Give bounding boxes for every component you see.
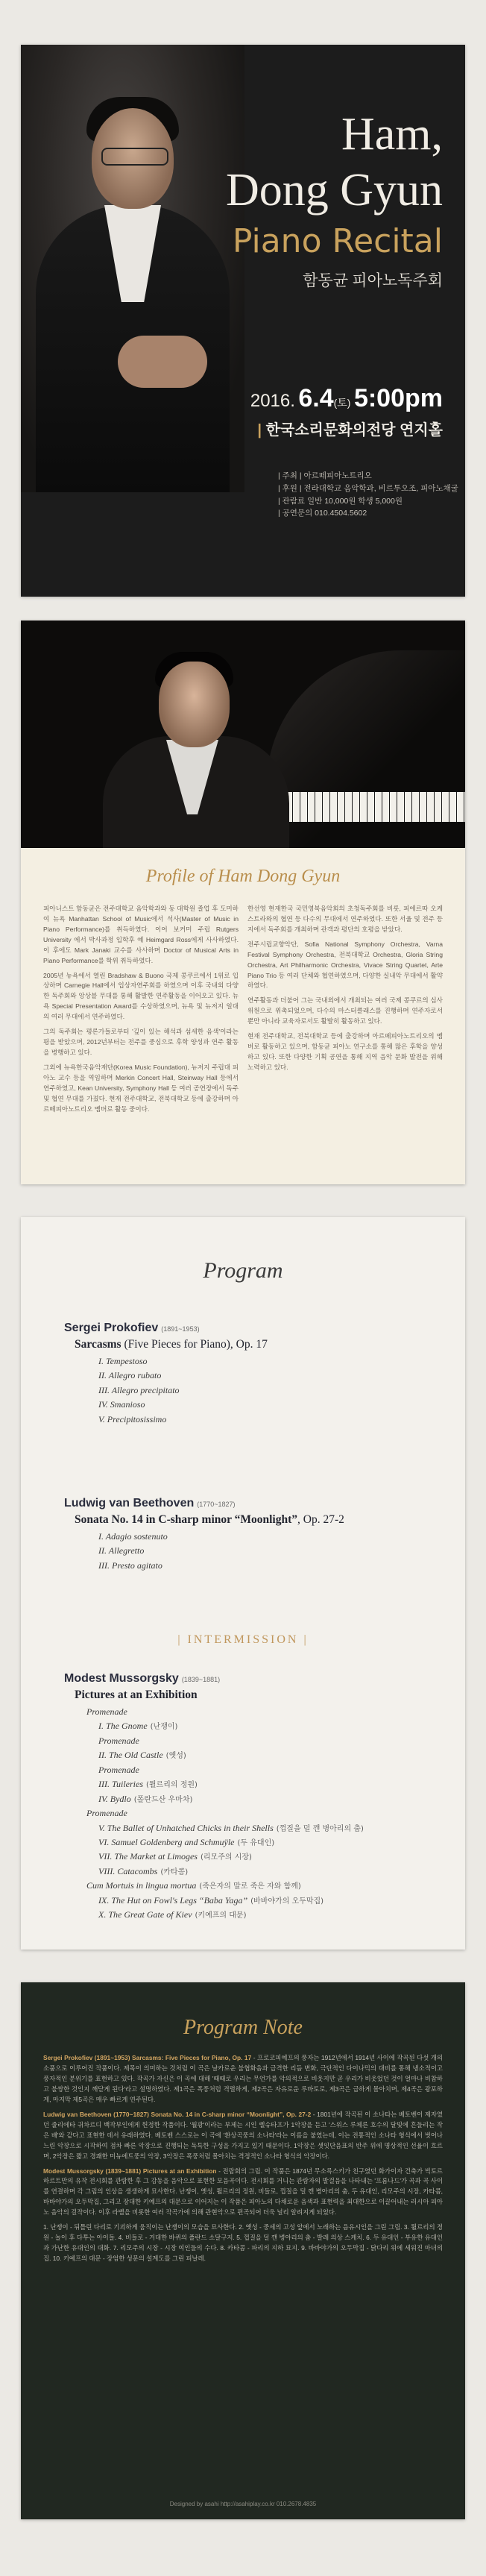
work-title: Sonata No. 14 in C-sharp minor “Moonlight”, Op. 27-2 [75, 1513, 344, 1526]
profile-paragraph: 연주활동과 더불어 그는 국내외에서 개최되는 여러 국제 콩쿠르의 심사위원으로 위촉되었으며, 다수의 마스터클래스를 진행하며 연주자로서 뿐만 아니라 교육자로서도 활발히 활동하고 있다. [247, 996, 443, 1025]
profile-left-column [43, 904, 239, 1119]
movement-item: IV. Bydlo (폴란드산 우마차) [98, 1793, 193, 1804]
composer-name: Modest Mussorgsky (1839~1881) [64, 1672, 221, 1685]
program-title: Program [203, 1258, 283, 1283]
profile-right-column [247, 904, 443, 1078]
profile-paragraph: 피아니스트 함동균은 전주대학교 음악학과와 동 대학원 졸업 후 도미하여 뉴욕 Manhattan School of Music에서 석사(Master of Music in Piano Performance)를 취득하였다. 이어 보커미 주립 Rutgers University 에서 박사과정 입학후 예 Heimgard Ross에게 사사하였다. 이 후에도 Mark Janaki 교수를 사사하며 Doctor of Musical Arts in Piano Performance를 학위 취득하였다. [43, 905, 239, 964]
venue [257, 418, 443, 439]
program-note-title: Program Note [183, 2016, 303, 2039]
movement-item: II. Allegro rubato [98, 1370, 162, 1381]
work-title: Pictures at an Exhibition [75, 1688, 198, 1701]
movement-item: X. The Great Gate of Kiev (키예프의 대문) [98, 1909, 247, 1920]
note-paragraph: Modest Mussorgsky (1839~1881) Pictures at an Exhibition - 전람회의 그림. 이 작품은 1874년 무소륵스키가 친구였던 화가이자 건축가 빅토르 하르트만의 유작 전시회를 관람한 후 그 감동을 음악으로 표현한 모음곡이다. 전시회를 거니는 관람자의 발걸음을 나타내는 '프롬나드'가 곡과 곡 사이를 연결하며 각 그림의 인상을 생생하게 묘사한다. 난쟁이, 옛성, 튈르리의 정원, 비들로, 껍질을 덜 깬 병아리의 춤, 두 유대인, 리모주의 시장, 카타콤, 바바야가의 오두막집, 그리고 장대한 키예프의 대문으로 이어지는 이 작품은 피아노의 다채로운 음색과 표현력을 최대한으로 이끌어내는 러시아 피아노 음악의 걸작이다. 이후 라벨을 비롯한 여러 작곡가에 의해 관현악으로 편곡되어 더욱 널리 알려지게 되었다. [43, 2167, 444, 2217]
movement-item: III. Tuileries (튈르리의 정원) [98, 1779, 198, 1790]
note-paragraph: 1. 난쟁이 - 뒤틀린 다리로 기괴하게 움직이는 난쟁이의 모습을 묘사한다. 2. 옛성 - 중세의 고성 앞에서 노래하는 음유시인을 그린 그림. 3. 튈르리의 정원 - 놀이 후 다투는 아이들. 4. 비들로 - 거대한 바퀴의 폴란드 소달구지. 5. 껍질을 덜 깬 병아리의 춤 - 발레 의상 스케치. 6. 두 유대인 - 부유한 유대인과 가난한 유대인의 대화. 7. 리모주의 시장 - 시장 여인들의 수다. 8. 카타콤 - 파리의 지하 묘지. 9. 바바야가의 오두막집 - 닭다리 위에 세워진 마녀의 집. 10. 키예프의 대문 - 장엄한 성문의 설계도를 그린 피날레. [43, 2223, 443, 2263]
composer-name: Ludwig van Beethoven (1770~1827) [64, 1497, 236, 1510]
program-work-2 [64, 1497, 437, 1573]
profile-paragraph: 현재 전주대학교, 전북대학교 등에 출강하며 아르떼피아노트리오의 멤버로 활동하고 있으며, 함동균 피아노 연구소를 통해 많은 후학을 양성하고 있다. 또한 다양한 기획 공연을 통해 지역 음악 문화 발전을 위해 노력하고 있다. [247, 1032, 443, 1071]
movement-item: V. The Ballet of Unhatched Chicks in their Shells (껍질을 덜 깬 병아리의 춤) [98, 1822, 364, 1833]
movement-item: III. Presto agitato [98, 1559, 162, 1571]
concert-info [278, 470, 458, 520]
movement-item: VIII. Catacombs (카타콤) [98, 1865, 189, 1876]
composer-name: Sergei Prokofiev (1891~1953) [64, 1322, 200, 1334]
date-year: 2016. [250, 391, 295, 411]
concert-date [250, 384, 443, 413]
title-line-2: Dong Gyun [225, 165, 443, 216]
info-line: | 관람료 일반 10,000원 학생 5,000원 [278, 496, 403, 506]
movement-item: IV. Smanioso [98, 1399, 145, 1410]
composer-years: (1839~1881) [181, 1676, 221, 1683]
profile-paragraph: 그의 독주회는 평론가들로부터 '깊이 있는 해석과 섬세한 음색'이라는 평을 받았으며, 2012년부터는 전주를 중심으로 후학 양성과 연주 활동을 병행하고 있다. [43, 1028, 239, 1056]
date-day: 6.4 [298, 384, 334, 412]
work-title: Sarcasms (Five Pieces for Piano), Op. 17 [75, 1338, 268, 1351]
poster [21, 45, 465, 597]
venue-mark: | [257, 422, 262, 439]
composer-years: (1770~1827) [197, 1501, 236, 1508]
pianist-portrait [21, 45, 244, 492]
program-work-1 [64, 1322, 437, 1427]
movement-item: IX. The Hut on Fowl's Legs “Baba Yaga” (바바야가의 오두막집) [98, 1894, 324, 1906]
profile-paragraph: 한선영 현재한국 국민영북음악회의 초청독주회를 비롯, 피에르따 오케스트라와의 협연 등 다수의 무대에서 연주하였다. 또한 서울 및 전주 등지에서 독주회를 개최하며 관객과 평단의 호평을 받았다. [247, 905, 443, 933]
movement-item: II. The Old Castle (옛성) [98, 1750, 186, 1761]
designer-credit: Designed by asahi http://asahiplay.co.kr 010.2678.4835 [169, 2501, 317, 2507]
intermission-label: | INTERMISSION | [177, 1633, 309, 1646]
movement-list [98, 1530, 437, 1573]
program-work-3 [64, 1672, 437, 1923]
movement-item: III. Allegro precipitato [98, 1384, 180, 1395]
date-weekday: (토) [333, 397, 351, 409]
movement-item: I. Tempestoso [98, 1356, 148, 1366]
note-paragraph: Ludwig van Beethoven (1770~1827) Sonata No. 14 in C-sharp minor “Moonlight”, Op. 27-2 - 1801년에 작곡된 이 소나타는 베토벤이 제자였던 줄리에타 귀차르디 백작부인에게 헌정한 작품이다. '월광'이라는 부제는 시인 렐슈타프가 1악장을 듣고 '스위스 루체른 호수의 달빛에 흔들리는 작은 배'와 같다고 표현한 데서 유래하였다. 베토벤 스스로는 이 곡에 '환상곡풍의 소나타'라는 이름을 붙였는데, 이는 전통적인 소나타 형식에서 벗어나 느린 악장으로 시작하여 점차 빠른 악장으로 진행되는 독특한 구성을 가지고 있기 때문이다. 1악장은 셋잇단음표의 반주 위에 명상적인 선율이 흐르며, 2악장은 짧고 경쾌한 미뉴에트풍의 악장, 3악장은 폭풍처럼 몰아치는 격정적인 소나타 형식의 악장이다. [43, 2110, 443, 2160]
title-line-3: Piano Recital [232, 222, 443, 260]
movement-list [86, 1705, 437, 1923]
profile-title: Profile of Ham Dong Gyun [145, 867, 341, 886]
movement-item: Cum Mortuis in lingua mortua (죽은자의 말로 죽은 자와 함께) [86, 1880, 301, 1891]
movement-item: Promenade [86, 1706, 127, 1717]
composer-years: (1891~1953) [161, 1325, 200, 1333]
program-note-page [21, 1982, 465, 2519]
program-note-body [43, 2053, 443, 2269]
movement-item: I. Adagio sostenuto [98, 1531, 168, 1542]
movement-item: Promenade [86, 1808, 127, 1819]
pianist-at-piano-photo [21, 621, 465, 848]
program-page [21, 1217, 465, 1950]
info-line: | 후원 | 전라대학교 음악학과, 비르투오조, 피아노채굴 [278, 483, 458, 493]
title-korean: 함동균 피아노독주회 [303, 271, 443, 289]
profile-paragraph: 그외에 뉴욕한국음악재단(Korea Music Foundation), 뉴저지 주립대 피아노 교수 등을 역임하며 Merkin Concert Hall, Steinway Hall 등에서 연주하였고, Kean University, Symphony Hall 등 여러 공연장에서 독주 및 협연 무대를 가졌다. 현재 전주대학교, 전북대학교 등에 출강하며 아르떼피아노트리오 멤버로 활동 중이다. [43, 1063, 239, 1113]
movement-item: II. Allegretto [98, 1545, 145, 1556]
movement-list [98, 1354, 437, 1427]
movement-item: Promenade [98, 1764, 139, 1775]
movement-item: I. The Gnome (난쟁이) [98, 1721, 178, 1732]
profile-page [21, 621, 465, 1184]
note-paragraph: Sergei Prokofiev (1891~1953) Sarcasms: Five Pieces for Piano, Op. 17 - 프로코피예프의 풍자는 1912년에서 1914년 사이에 작곡된 다섯 개의 소품으로 이루어진 작품이다. 제목이 의미하는 것처럼 이 곡은 날카로운 불협화음과 급격한 리듬 변화, 극단적인 다이나믹의 대비를 통해 냉소적이고 풍자적인 분위기를 표현하고 있다. 작곡가 자신은 이 곡에 대해 '때때로 우리는 무언가를 악의적으로 비웃지만 곧 우리가 비웃었던 것이 얼마나 비참하고 불쌍한 것인지 깨닫게 된다'라고 설명하였다. 제1곡은 폭풍처럼 격렬하게, 제2곡은 자유로운 루바토로, 제3곡은 급하게 몰아치며, 제4곡은 광포하게, 마지막 제5곡은 매우 빠르게 연주된다. [43, 2054, 443, 2103]
movement-item: VII. The Market at Limoges (리모주의 시장) [98, 1851, 252, 1862]
profile-paragraph: 2005년 뉴욕에서 열린 Bradshaw & Buono 국제 콩쿠르에서 1위로 입상하며 Carnegie Hall에서 입상자연주회를 하였으며 이후 국내외 다양한 독주회와 앙상블 무대를 통해 활발한 연주활동을 이어오고 있다. 뉴욕 Special Presentation Award를 수상하였으며, 뉴욕 및 뉴저지 일대의 여러 무대에서 연주하였다. [43, 971, 239, 1021]
profile-paragraph: 전주시립교향악단, Sofia National Symphony Orchestra, Varna Festival Symphony Orchestra, 전북대학교 Orchestra, Gloria String Orchestra, Art Philharmonic Orchestra, Vivace String Quartet, Arte Piano Trio 등 여러 단체와 협연하였으며, 다양한 실내악 무대에서 활약하였다. [247, 940, 443, 990]
title-line-1: Ham, [341, 109, 443, 160]
venue-name: 한국소리문화의전당 연지홀 [265, 422, 443, 439]
info-line: | 공연문의 010.4504.5602 [278, 509, 367, 518]
info-line: | 주최 | 아르떼피아노트리오 [278, 471, 372, 480]
movement-item: V. Precipitosissimo [98, 1413, 167, 1424]
date-time: 5:00pm [353, 384, 443, 412]
movement-item: VI. Samuel Goldenberg and Schmuÿle (두 유대인) [98, 1836, 275, 1847]
movement-item: Promenade [98, 1735, 139, 1746]
